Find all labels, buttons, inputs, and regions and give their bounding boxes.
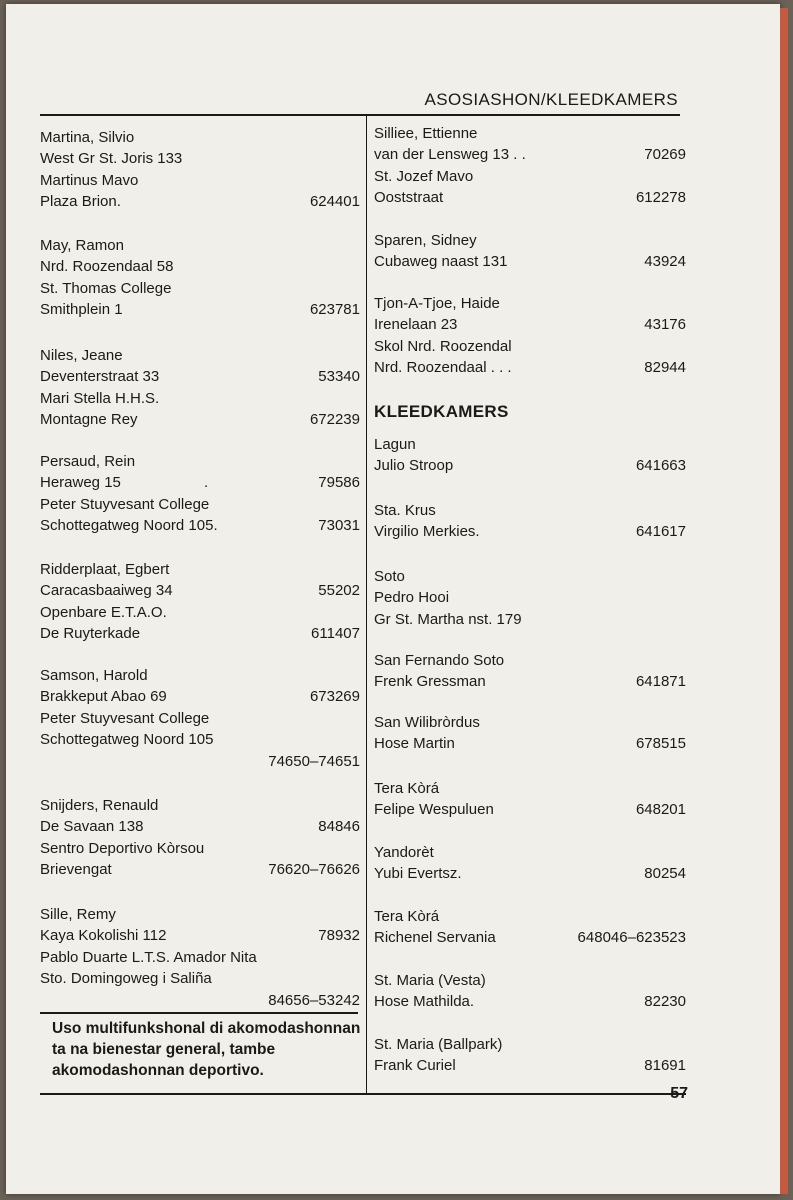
directory-entry <box>374 434 686 477</box>
entry-text: Soto <box>374 568 405 585</box>
entry-line <box>374 906 686 927</box>
entry-text: Peter Stuyvesant College <box>40 709 210 727</box>
entry-line <box>40 968 360 989</box>
entry-line <box>374 500 686 521</box>
entry-line <box>40 127 360 148</box>
directory-entry <box>374 778 686 821</box>
phone-number: 648046–623523 <box>577 929 686 947</box>
entry-text: Pedro Hooi <box>374 589 450 607</box>
entry-text: Skol Nrd. Roozendal <box>374 337 512 355</box>
directory-entry <box>40 559 360 645</box>
entry-line <box>40 278 360 299</box>
directory-entry <box>374 906 686 949</box>
entry-line <box>374 293 686 314</box>
page-header: ASOSIASHON/KLEEDKAMERS <box>424 90 678 109</box>
entry-text: Hose Mathilda. <box>374 993 475 1011</box>
directory-entry <box>40 795 360 881</box>
entry-line <box>40 299 360 320</box>
entry-line <box>40 816 360 837</box>
directory-entry <box>374 566 686 630</box>
directory-entry <box>40 235 360 321</box>
entry-line <box>40 494 360 515</box>
entry-text: Hose Martin <box>374 735 455 753</box>
entry-text: Pablo Duarte L.T.S. Amador Nita <box>40 948 257 966</box>
footer-rule <box>40 1093 686 1095</box>
entry-text: Montagne Rey <box>40 411 138 429</box>
entry-line <box>40 256 360 277</box>
entry-line <box>374 733 686 754</box>
entry-line <box>40 665 360 686</box>
entry-line <box>374 927 686 948</box>
entry-text: St. Maria (Ballpark) <box>374 1036 503 1053</box>
entry-text: St. Maria (Vesta) <box>374 972 486 989</box>
entry-line <box>40 191 360 212</box>
directory-entry <box>40 345 360 431</box>
entry-line <box>40 623 360 644</box>
entry-line <box>374 650 686 671</box>
phone-number: 672239 <box>309 411 360 429</box>
page-edge <box>780 8 788 1194</box>
phone-number: 78932 <box>318 927 360 945</box>
phone-number: 623781 <box>309 301 360 319</box>
entry-line <box>40 602 360 623</box>
phone-number: 55202 <box>318 582 360 600</box>
entry-text: Richenel Servania <box>374 929 496 947</box>
entry-line <box>374 1055 686 1076</box>
directory-entry <box>40 451 360 537</box>
entry-text: St. Thomas College <box>40 279 172 297</box>
note-rule <box>40 1012 358 1014</box>
entry-line <box>40 388 360 409</box>
leader-dot: . <box>204 474 209 492</box>
entry-text: West Gr St. Joris 133 <box>40 150 183 168</box>
directory-entry <box>40 904 360 1011</box>
entry-line <box>40 686 360 707</box>
entry-line <box>40 580 360 601</box>
entry-text: Cubaweg naast 131 <box>374 253 508 271</box>
phone-number: 641871 <box>635 673 686 691</box>
entry-text: St. Jozef Mavo <box>374 167 474 185</box>
entry-text: Nrd. Roozendaal . . . <box>374 359 512 377</box>
directory-entry <box>374 500 686 543</box>
entry-text: Kaya Kokolishi 112 <box>40 927 167 945</box>
entry-line <box>374 970 686 991</box>
phone-number: 70269 <box>644 146 686 164</box>
entry-line <box>374 434 686 455</box>
entry-line <box>40 925 360 946</box>
phone-number: 84846 <box>318 818 360 836</box>
entry-text: Felipe Wespuluen <box>374 801 494 819</box>
entry-line <box>374 778 686 799</box>
entry-text: Snijders, Renauld <box>40 797 159 814</box>
entry-line <box>40 708 360 729</box>
phone-number: 76620–76626 <box>268 861 360 879</box>
entry-line <box>374 566 686 587</box>
page-number: 57 <box>670 1085 688 1102</box>
phone-number: 673269 <box>309 688 360 706</box>
entry-text: Smithplein 1 <box>40 301 123 319</box>
entry-line <box>374 863 686 884</box>
entry-text: Irenelaan 23 <box>374 316 458 334</box>
phone-number: 80254 <box>644 865 686 883</box>
entry-line <box>40 148 360 169</box>
entry-line <box>374 336 686 357</box>
entry-text: Peter Stuyvesant College <box>40 495 210 513</box>
phone-number: 648201 <box>635 801 686 819</box>
entry-line <box>40 345 360 366</box>
entry-text: Virgilio Merkies. <box>374 523 480 541</box>
directory-entry <box>40 665 360 772</box>
entry-line <box>40 795 360 816</box>
entry-text: Yandorèt <box>374 844 434 861</box>
phone-number: 73031 <box>318 517 360 535</box>
entry-line <box>40 947 360 968</box>
directory-entry <box>374 842 686 885</box>
column-divider <box>366 116 367 1094</box>
phone-number: 79586 <box>318 474 360 492</box>
phone-number: 43924 <box>644 253 686 271</box>
phone-number: 84656–53242 <box>268 991 360 1009</box>
phone-number: 81691 <box>644 1057 686 1075</box>
entry-text: San Wilibròrdus <box>374 714 480 731</box>
entry-text: Sto. Domingoweg i Saliña <box>40 970 212 988</box>
header-rule <box>40 114 680 116</box>
directory-entry <box>374 293 686 379</box>
directory-entry <box>374 970 686 1013</box>
entry-text: Lagun <box>374 436 416 453</box>
entry-text: Sille, Remy <box>40 906 116 923</box>
entry-line <box>374 609 686 630</box>
phone-number: 678515 <box>635 735 686 753</box>
entry-line <box>40 451 360 472</box>
phone-number: 82230 <box>644 993 686 1011</box>
entry-text: van der Lensweg 13 . . <box>374 146 526 164</box>
entry-line <box>374 587 686 608</box>
entry-line <box>40 904 360 925</box>
entry-line <box>374 230 686 251</box>
footnote: Uso multifunkshonal di akomodashonnan ta na bienestar general, tambe akomodashonnan deportivo. <box>52 1020 361 1079</box>
entry-line <box>374 314 686 335</box>
entry-line <box>40 472 360 493</box>
entry-text: Silliee, Ettienne <box>374 125 478 142</box>
entry-line <box>40 859 360 880</box>
directory-entry <box>374 712 686 755</box>
entry-text: San Fernando Soto <box>374 652 505 669</box>
entry-line <box>374 357 686 378</box>
entry-line <box>40 729 360 750</box>
entry-text: Nrd. Roozendaal 58 <box>40 258 174 276</box>
entry-text: Deventerstraat 33 <box>40 368 160 386</box>
entry-text: Schottegatweg Noord 105. <box>40 517 218 535</box>
phone-number: 43176 <box>644 316 686 334</box>
entry-text: Caracasbaaiweg 34 <box>40 582 173 600</box>
phone-number: 612278 <box>635 189 686 207</box>
entry-text: Persaud, Rein <box>40 453 136 470</box>
directory-entry <box>374 230 686 273</box>
entry-text: De Savaan 138 <box>40 818 144 836</box>
entry-text: Martinus Mavo <box>40 171 139 189</box>
entry-line <box>374 521 686 542</box>
entry-text: De Ruyterkade <box>40 625 141 643</box>
entry-text: Tjon-A-Tjoe, Haide <box>374 295 500 312</box>
entry-line <box>374 1034 686 1055</box>
entry-text: Martina, Silvio <box>40 129 135 146</box>
directory-entry <box>374 123 686 209</box>
entry-line <box>374 455 686 476</box>
entry-line <box>374 799 686 820</box>
entry-text: Julio Stroop <box>374 457 454 475</box>
entry-line <box>374 991 686 1012</box>
entry-line <box>40 409 360 430</box>
entry-text: May, Ramon <box>40 237 124 254</box>
directory-entry <box>40 127 360 213</box>
entry-text: Sta. Krus <box>374 502 436 519</box>
entry-text: Gr St. Martha nst. 179 <box>374 610 522 628</box>
entry-text: Frenk Gressman <box>374 673 486 691</box>
entry-line <box>40 515 360 536</box>
entry-text: Plaza Brion. <box>40 193 121 211</box>
phone-number: 641617 <box>635 523 686 541</box>
phone-number: 624401 <box>309 193 360 211</box>
phone-number: 641663 <box>635 457 686 475</box>
entry-text: Ridderplaat, Egbert <box>40 561 170 578</box>
entry-text: Brakkeput Abao 69 <box>40 688 167 706</box>
section-title: KLEEDKAMERS <box>374 402 509 421</box>
entry-text: Heraweg 15 <box>40 474 121 492</box>
entry-text: Yubi Evertsz. <box>374 865 462 883</box>
entry-text: Schottegatweg Noord 105 <box>40 731 214 749</box>
entry-line <box>374 671 686 692</box>
entry-text: Sparen, Sidney <box>374 232 477 249</box>
entry-line <box>374 123 686 144</box>
entry-line <box>40 235 360 256</box>
entry-text: Openbare E.T.A.O. <box>40 603 167 621</box>
entry-line <box>40 366 360 387</box>
entry-text: Brievengat <box>40 861 112 879</box>
entry-text: Mari Stella H.H.S. <box>40 389 160 407</box>
entry-text: Tera Kòrá <box>374 908 440 925</box>
entry-line <box>40 170 360 191</box>
phone-number: 74650–74651 <box>268 752 360 770</box>
entry-text: Frank Curiel <box>374 1057 456 1075</box>
phone-number: 53340 <box>318 368 360 386</box>
entry-text: Sentro Deportivo Kòrsou <box>40 839 205 857</box>
entry-text: Samson, Harold <box>40 667 148 684</box>
entry-line <box>374 166 686 187</box>
directory-entry <box>374 650 686 693</box>
entry-line <box>40 838 360 859</box>
entry-line <box>374 187 686 208</box>
phone-number: 611407 <box>311 625 360 643</box>
entry-text: Tera Kòrá <box>374 780 440 797</box>
phone-number: 82944 <box>644 359 686 377</box>
directory-entry <box>374 1034 686 1077</box>
entry-line <box>374 144 686 165</box>
entry-line <box>40 559 360 580</box>
entry-text: Ooststraat <box>374 189 444 207</box>
entry-text: Niles, Jeane <box>40 347 123 364</box>
entry-line <box>374 251 686 272</box>
entry-line <box>374 842 686 863</box>
entry-line <box>374 712 686 733</box>
